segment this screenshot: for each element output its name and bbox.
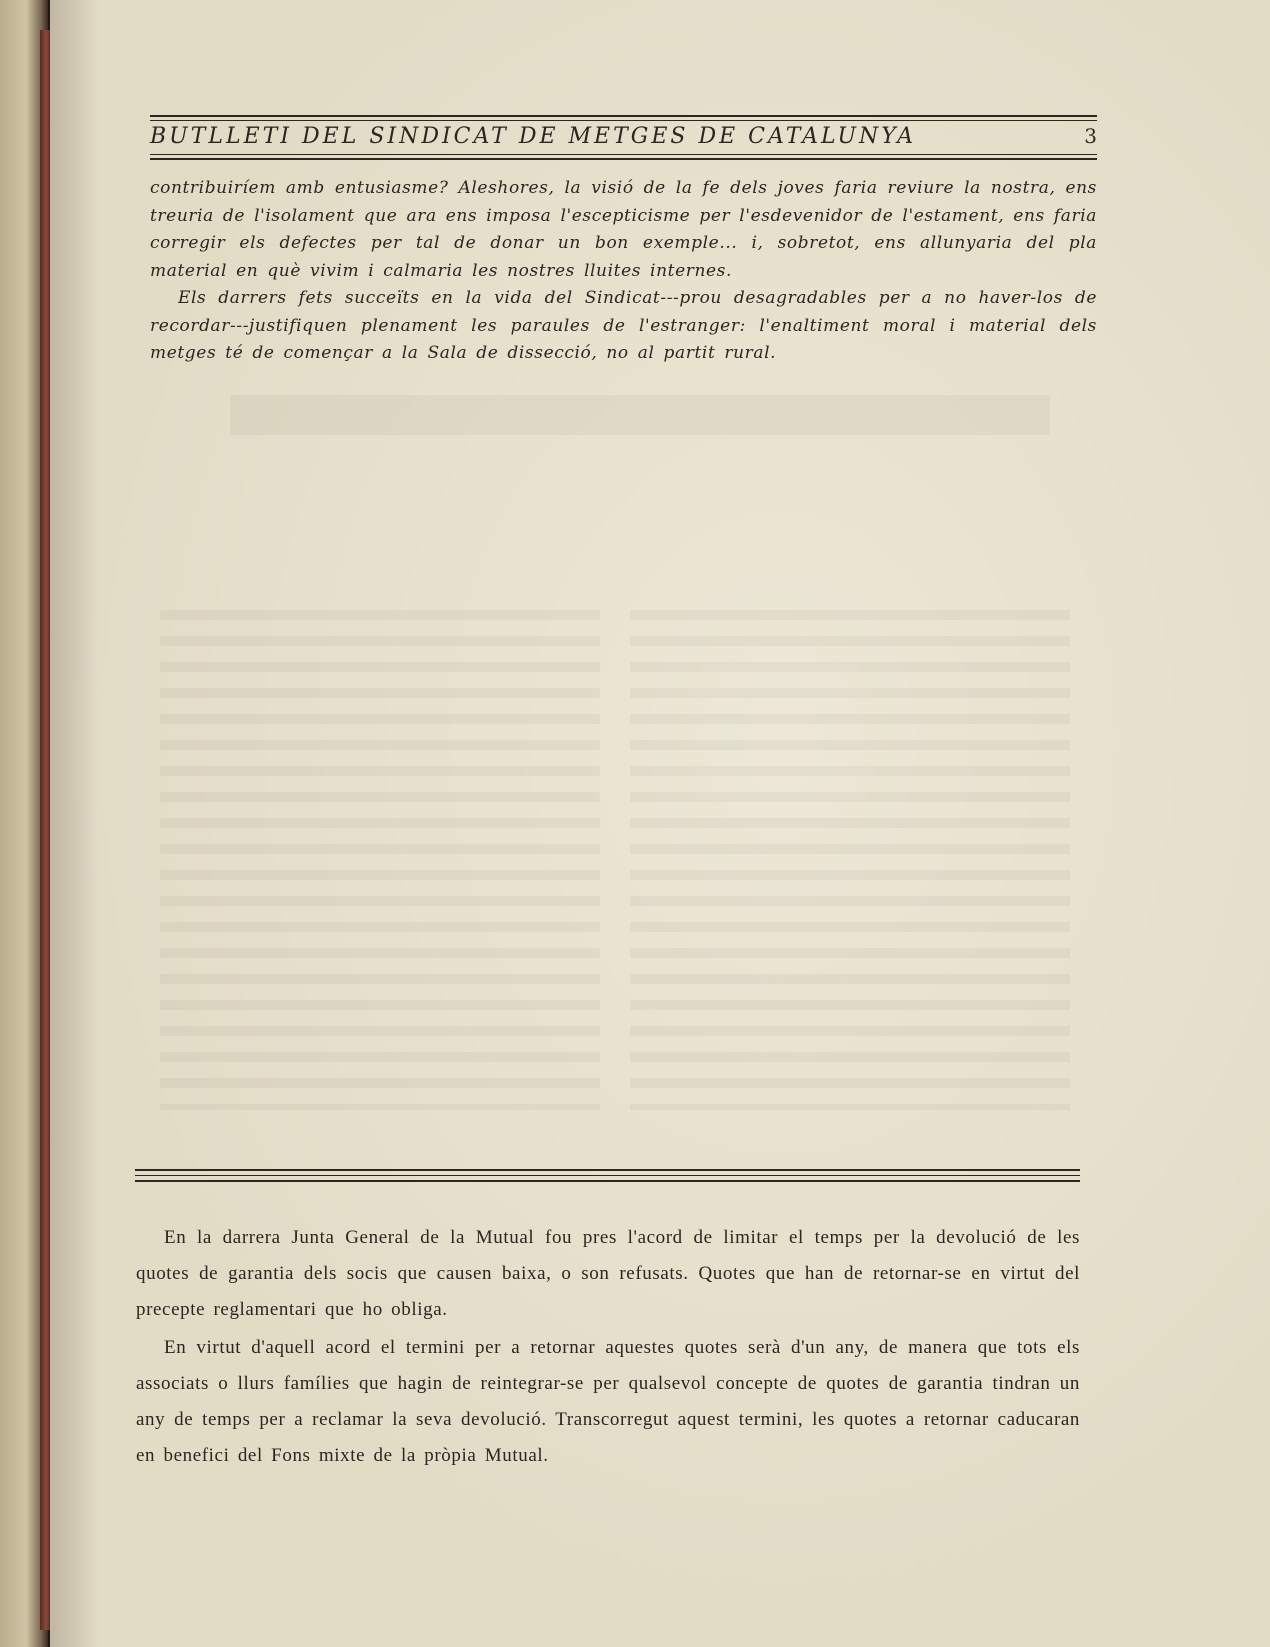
header-rule-top-thin xyxy=(150,120,1097,121)
running-header xyxy=(150,123,1097,150)
show-through-column-right xyxy=(630,610,1070,1110)
bulletin-page xyxy=(50,0,1270,1647)
show-through-heading xyxy=(230,395,1050,435)
show-through-column-left xyxy=(160,610,600,1110)
notice-divider xyxy=(135,1169,1080,1182)
page-number: 3 xyxy=(1084,124,1097,148)
notice-paragraph: En virtut d'aquell acord el termini per a retornar aquestes quotes serà d'un any, de manera que tots els associats o llurs famílies que hagin de reintegrar-se per qualsevol concepte de quotes de garantia tindran un any de temps per a reclamar la seva devolució. Transcorregut aquest termini, les quotes a retornar caducaran en benefici del Fons mixte de la pròpia Mutual. xyxy=(136,1337,1080,1466)
mutual-notice xyxy=(136,1220,1080,1474)
header-rule-bottom xyxy=(150,158,1097,160)
article-paragraph: Els darrers fets succeïts en la vida del Sindicat---prou desagradables per a no haver-los de recordar---justifiquen plenament les paraules de l'estranger: l'enaltiment moral i material dels metges té de començar a la Sala de dissecció, no al partit rural. xyxy=(150,288,1097,363)
article-continuation xyxy=(150,175,1097,368)
article-paragraph: contribuiríem amb entusiasme? Aleshores, la visió de la fe dels joves faria reviure la nostra, ens treuria de l'isolament que ara ens imposa l'escepticisme per l'esdevenidor de l'estament, ens faria corregir els defectes per tal de donar un bon exemple... i, sobretot, ens allunyaria del pla material en què vivim i calmaria les nostres lluites internes. xyxy=(150,178,1097,281)
publication-title: BUTLLETI DEL SINDICAT DE METGES DE CATALUNYA xyxy=(150,124,916,149)
header-rule-bottom-thin xyxy=(150,154,1097,155)
header-rule-top xyxy=(150,115,1097,117)
notice-paragraph: En la darrera Junta General de la Mutual fou pres l'acord de limitar el temps per la devolució de les quotes de garantia dels socis que causen baixa, o son refusats. Quotes que han de retornar-se en virtut del precepte reglamentari que ho obliga. xyxy=(136,1227,1080,1320)
